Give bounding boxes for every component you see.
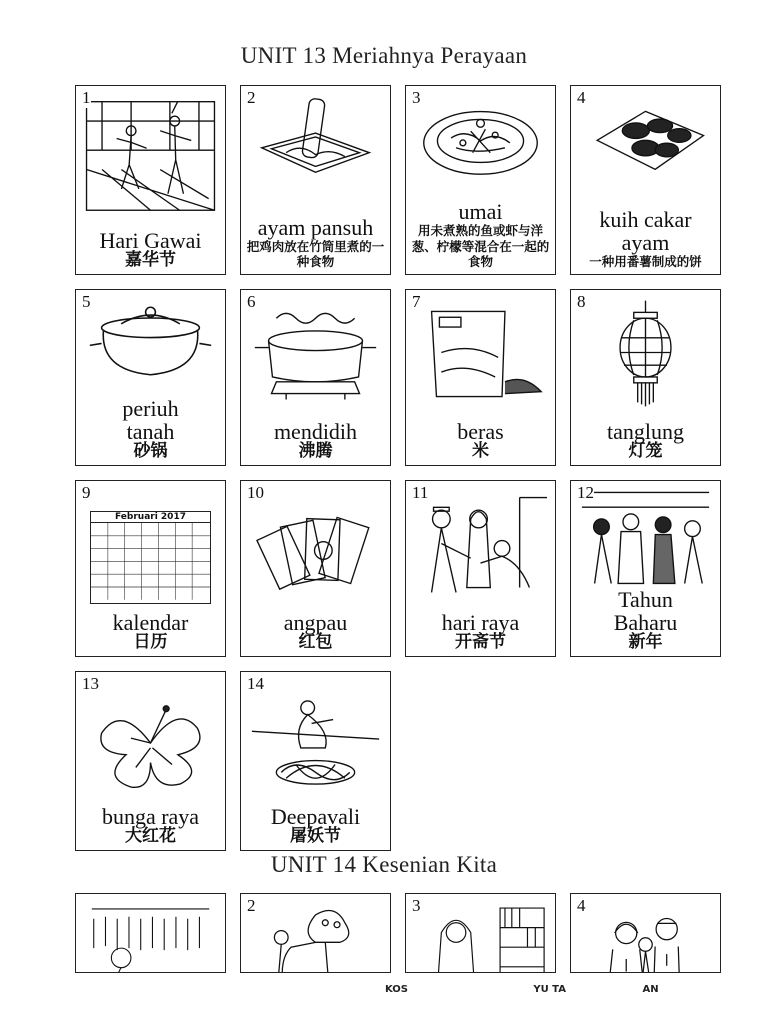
chinese-word: 把鸡肉放在竹筒里煮的一种食物 [246, 238, 385, 270]
dancers-icon [82, 92, 219, 218]
greeting-people-icon [412, 487, 549, 600]
vocab-card-mendidih [240, 289, 391, 466]
calendar-icon [90, 511, 211, 604]
chinese-word: 新年 [628, 632, 663, 653]
boiling-pot-icon [247, 296, 384, 409]
vocab-card-beras [405, 289, 556, 466]
chinese-word: 砂锅 [133, 441, 168, 462]
malay-word: Deepavali [270, 804, 361, 830]
chinese-word: 米 [472, 441, 489, 462]
vocab-card-tanglung [570, 289, 721, 466]
malay-word: bunga raya [101, 804, 200, 830]
chinese-word: 沸腾 [298, 441, 333, 462]
vocab-card-kuih-cakar-ayam [570, 85, 721, 275]
kolam-icon [247, 692, 384, 794]
unit14-card-2 [240, 893, 391, 973]
vocab-card-ayam-pansuh [240, 85, 391, 275]
card-number: 2 [247, 896, 256, 915]
chinese-word: 用未煮熟的鱼或虾与洋葱、柠檬等混合在一起的食物 [411, 223, 550, 270]
chinese-word: 日历 [133, 632, 168, 653]
card-number: 9 [82, 483, 91, 502]
unit-14-title: UNIT 14 Kesenian Kita [270, 852, 498, 877]
vocab-card-hari-raya [405, 480, 556, 657]
malay-word: kalendar [112, 610, 189, 636]
malay-word: kuih cakar ayam [599, 207, 692, 256]
card-number: 10 [247, 483, 264, 502]
library-icon [412, 902, 549, 973]
card-number: 1 [82, 88, 91, 107]
vocab-card-umai [405, 85, 556, 275]
bamboo-chicken-icon [247, 92, 384, 184]
malay-word: tanglung [607, 419, 684, 445]
vocab-card-hari-gawai [75, 85, 226, 275]
card-number: 3 [412, 88, 421, 107]
card-number: 8 [577, 292, 586, 311]
unit-13-title: UNIT 13 Meriahnya Perayaan [240, 43, 528, 68]
malay-word: Tahun Baharu [613, 586, 678, 636]
card-number: 2 [247, 88, 256, 107]
unit14-card-4 [570, 893, 721, 973]
food-plate-icon [412, 92, 549, 184]
vocab-card-deepavali [240, 671, 391, 851]
card-number: 11 [412, 483, 429, 502]
chinese-word: 红包 [298, 632, 333, 653]
malay-word: beras [457, 419, 504, 445]
malay-word: umai [458, 199, 503, 225]
card-number: 12 [577, 483, 594, 502]
malay-word: mendidih [273, 419, 358, 445]
card-number: 7 [412, 292, 421, 311]
vocab-card-tahun-baharu [570, 480, 721, 657]
chinese-word: 开斋节 [455, 632, 506, 653]
card-number: 3 [412, 896, 421, 915]
vocab-card-angpau [240, 480, 391, 657]
chinese-word: 嘉华节 [125, 250, 176, 271]
card-number: 14 [247, 674, 264, 693]
card-number: 5 [82, 292, 91, 311]
unit14-card-3 [405, 893, 556, 973]
vocab-card-periuh-tanah [75, 289, 226, 466]
malay-word: hari raya [441, 610, 520, 636]
card-number: 13 [82, 674, 99, 693]
card-number: 4 [577, 88, 586, 107]
crowd-icon [577, 487, 714, 586]
footer-text: KOS YU TA AN [385, 984, 659, 995]
chinese-word: 屠妖节 [290, 826, 341, 847]
malay-word: periuh tanah [122, 395, 179, 445]
calendar-month: Februari 2017 [91, 512, 210, 523]
chinese-word: 一种用番薯制成的饼 [589, 254, 702, 270]
family-greeting-icon [577, 906, 714, 973]
cookies-icon [577, 92, 714, 179]
vocab-card-bunga-raya [75, 671, 226, 851]
hibiscus-icon [82, 692, 219, 794]
lantern-icon [577, 296, 714, 409]
card-number: 6 [247, 292, 256, 311]
chinese-word: 灯笼 [628, 441, 663, 462]
card-number: 4 [577, 896, 586, 915]
lion-dance-icon [247, 902, 384, 973]
vocab-card-kalendar [75, 480, 226, 657]
paddy-field-icon [82, 894, 219, 973]
unit14-card-1 [75, 893, 226, 973]
clay-pot-icon [82, 296, 219, 385]
red-packet-icon [247, 501, 384, 600]
chinese-word: 大红花 [125, 826, 176, 847]
malay-word: Hari Gawai [99, 228, 202, 254]
malay-word: ayam pansuh [257, 214, 374, 240]
rice-sack-icon [412, 296, 549, 409]
malay-word: angpau [283, 610, 348, 636]
